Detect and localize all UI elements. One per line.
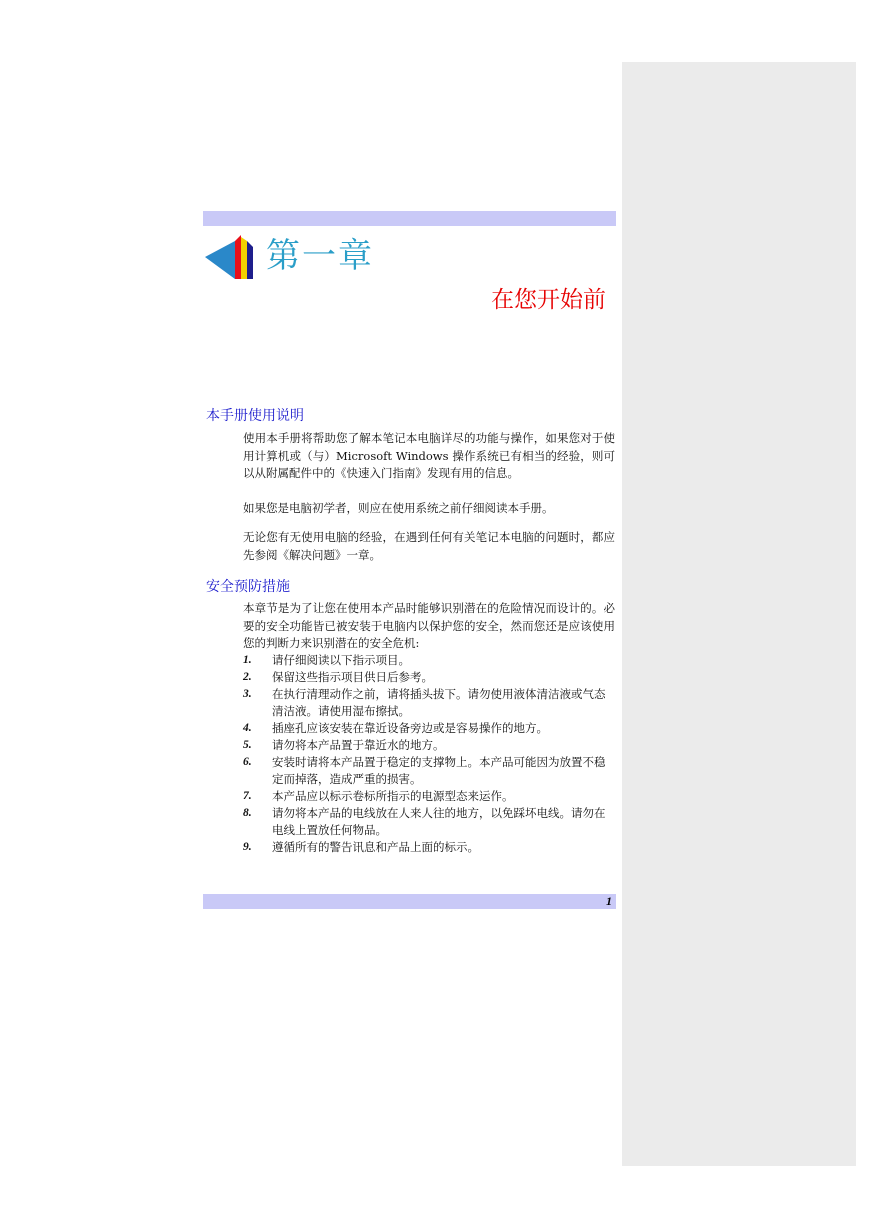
list-item xyxy=(243,720,615,737)
comment-pane xyxy=(622,62,856,1166)
list-item xyxy=(243,737,615,754)
chapter-subtitle: 在您开始前 xyxy=(491,287,606,313)
chapter-logo-icon xyxy=(205,235,255,279)
list-item-text: 保留这些指示项目供日后参考。 xyxy=(272,670,433,684)
list-item-text: 遵循所有的警告讯息和产品上面的标示。 xyxy=(272,840,479,854)
list-item-number: 7. xyxy=(243,790,252,802)
paragraph: 本章节是为了让您在使用本产品时能够识别潜在的危险情况而设计的。必要的安全功能皆已被安装于电脑内以保护您的安全，然而您还是应该使用您的判断力来识别潜在的安全危机: xyxy=(243,601,615,650)
list-item xyxy=(243,652,615,669)
list-item-number: 2. xyxy=(243,671,252,683)
list-item-text: 请仔细阅读以下指示项目。 xyxy=(272,653,410,667)
list-item-text: 请勿将本产品的电线放在人来人往的地方，以免踩坏电线。请勿在电线上置放任何物品。 xyxy=(272,806,606,837)
list-item-text: 安装时请将本产品置于稳定的支撑物上。本产品可能因为放置不稳定而掉落，造成严重的损害。 xyxy=(272,755,606,786)
list-item-text: 插座孔应该安装在靠近设备旁边或是容易操作的地方。 xyxy=(272,721,548,735)
list-item-number: 1. xyxy=(243,654,252,666)
list-item-number: 4. xyxy=(243,722,252,734)
chapter-title: 第一章 xyxy=(266,236,374,276)
paragraph: 使用本手册将帮助您了解本笔记本电脑详尽的功能与操作，如果您对于使用计算机或（与）Microsoft Windows 操作系统已有相当的经验，则可以从附属配件中的《快速入门指南》发现有用的信息。 xyxy=(243,431,615,480)
list-item-number: 9. xyxy=(243,841,252,853)
list-item-text: 请勿将本产品置于靠近水的地方。 xyxy=(272,738,445,752)
list-item-text: 在执行清理动作之前，请将插头拔下。请勿使用液体清洁液或气态清洁液。请使用湿布擦拭。 xyxy=(272,687,606,718)
list-item-text: 本产品应以标示卷标所指示的电源型态来运作。 xyxy=(272,789,514,803)
list-item-number: 5. xyxy=(243,739,252,751)
list-item xyxy=(243,669,615,686)
list-item xyxy=(243,839,615,856)
section-heading-safety: 安全预防措施 xyxy=(206,579,290,595)
paragraph: 无论您有无使用电脑的经验，在遇到任何有关笔记本电脑的问题时，都应先参阅《解决问题》一章。 xyxy=(243,530,615,562)
safety-list xyxy=(243,652,615,856)
list-item-number: 8. xyxy=(243,807,252,819)
section-heading-manual-usage: 本手册使用说明 xyxy=(206,408,304,424)
list-item-number: 3. xyxy=(243,688,252,700)
list-item xyxy=(243,754,615,788)
list-item xyxy=(243,805,615,839)
list-item xyxy=(243,686,615,720)
list-item xyxy=(243,788,615,805)
page-footer-band xyxy=(203,894,616,909)
page-number: 1 xyxy=(606,894,612,908)
paragraph: 如果您是电脑初学者，则应在使用系统之前仔细阅读本手册。 xyxy=(243,501,554,515)
chapter-header-band xyxy=(203,211,616,226)
list-item-number: 6. xyxy=(243,756,252,768)
